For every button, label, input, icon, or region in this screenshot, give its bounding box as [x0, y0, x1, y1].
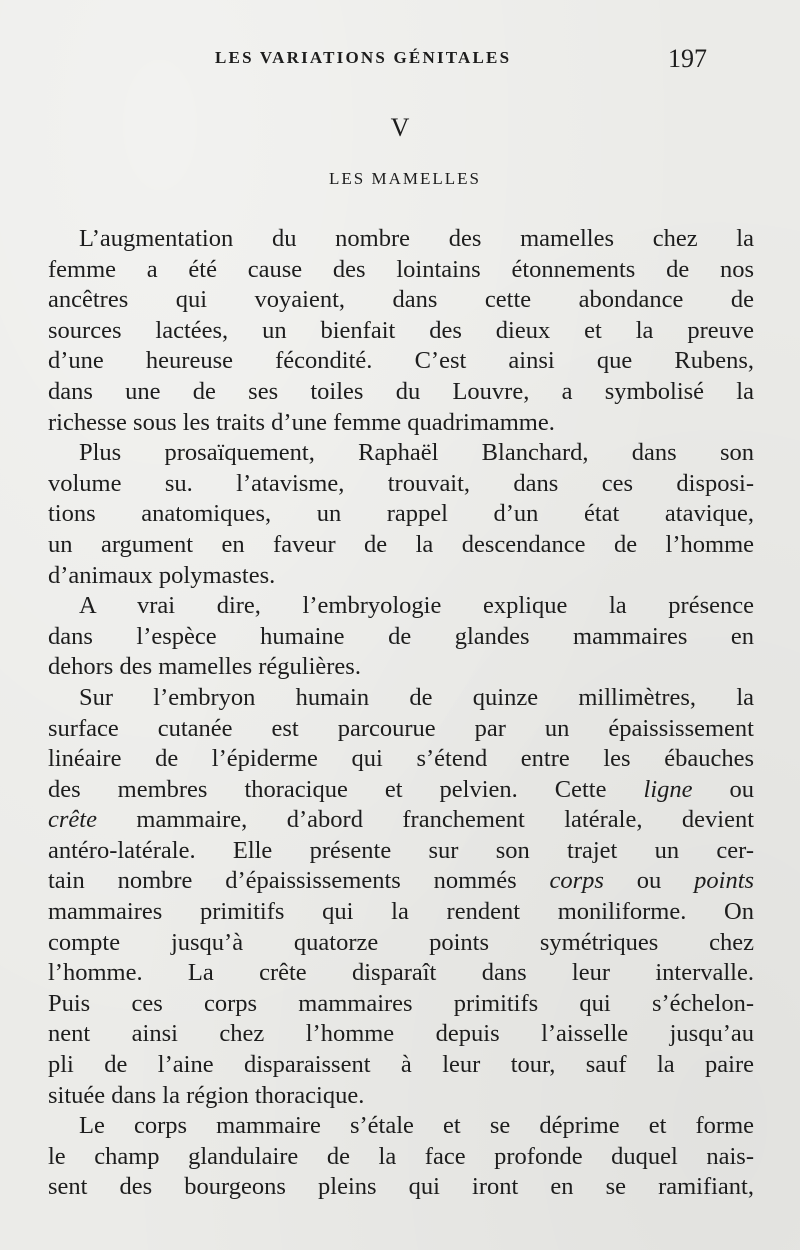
text-line: tions anatomiques, un rappel d’un état atavique, — [48, 500, 754, 528]
text-line: le champ glandulaire de la face profonde duquel nais- — [48, 1142, 754, 1170]
italic-term: corps — [549, 867, 604, 895]
text-line: Sur l’embryon humain de quinze millimètres, la — [79, 683, 754, 711]
text-segment: ou — [729, 775, 755, 803]
text-segment: des membres thoracique et pelvien. Cette — [48, 775, 607, 803]
text-line: dehors des mamelles régulières. — [48, 653, 361, 681]
text-line: pli de l’aine disparaissent à leur tour, sauf la paire — [48, 1051, 754, 1079]
text-line: dans l’espèce humaine de glandes mammaires en — [48, 622, 754, 650]
text-line: surface cutanée est parcourue par un épaississement — [48, 714, 754, 742]
text-line: richesse sous les traits d’une femme quadrimamme. — [48, 408, 555, 436]
italic-term: crête — [48, 806, 97, 834]
text-line-mixed — [48, 805, 754, 836]
text-line: dans une de ses toiles du Louvre, a symbolisé la — [48, 377, 754, 405]
text-segment: tain nombre d’épaississements nommés — [48, 867, 517, 895]
text-segment: mammaire, d’abord franchement latérale, devient — [136, 806, 755, 834]
text-line: Puis ces corps mammaires primitifs qui s’échelon- — [48, 989, 754, 1017]
chapter-number: V — [390, 113, 410, 142]
page-number: 197 — [668, 44, 707, 73]
text-line: nent ainsi chez l’homme depuis l’aisselle jusqu’au — [48, 1020, 754, 1048]
text-line: située dans la région thoracique. — [48, 1081, 365, 1109]
text-line: linéaire de l’épiderme qui s’étend entre les ébauches — [48, 745, 754, 773]
text-line: antéro-latérale. Elle présente sur son trajet un cer- — [48, 836, 754, 864]
text-line: femme a été cause des lointains étonnements de nos — [48, 255, 754, 283]
section-title: LES MAMELLES — [329, 169, 481, 188]
text-line: sources lactées, un bienfait des dieux et la preuve — [48, 316, 754, 344]
text-line-mixed — [48, 866, 754, 897]
text-line: ancêtres qui voyaient, dans cette abondance de — [48, 286, 754, 314]
text-line: sent des bourgeons pleins qui iront en se ramifiant, — [48, 1173, 754, 1201]
text-line: l’homme. La crête disparaît dans leur intervalle. — [48, 959, 754, 987]
text-line: un argument en faveur de la descendance de l’homme — [48, 530, 754, 558]
running-head — [0, 44, 800, 74]
body-text — [48, 224, 754, 1203]
text-line: Plus prosaïquement, Raphaël Blanchard, dans son — [79, 439, 754, 467]
text-line: d’animaux polymastes. — [48, 561, 276, 589]
text-line: mammaires primitifs qui la rendent moniliforme. On — [48, 898, 754, 926]
text-line: L’augmentation du nombre des mamelles chez la — [79, 225, 754, 252]
text-line: volume su. l’atavisme, trouvait, dans ces disposi- — [48, 469, 754, 497]
italic-term: points — [694, 867, 755, 895]
text-line: d’une heureuse fécondité. C’est ainsi que Rubens, — [48, 347, 754, 375]
italic-term: ligne — [643, 775, 693, 803]
text-line: compte jusqu’à quatorze points symétriques chez — [48, 928, 754, 956]
text-line: Le corps mammaire s’étale et se déprime et forme — [79, 1112, 754, 1140]
text-line: A vrai dire, l’embryologie explique la présence — [79, 592, 754, 620]
running-title: LES VARIATIONS GÉNITALES — [215, 48, 512, 67]
text-line-mixed — [48, 775, 754, 806]
text-segment: ou — [636, 867, 662, 895]
